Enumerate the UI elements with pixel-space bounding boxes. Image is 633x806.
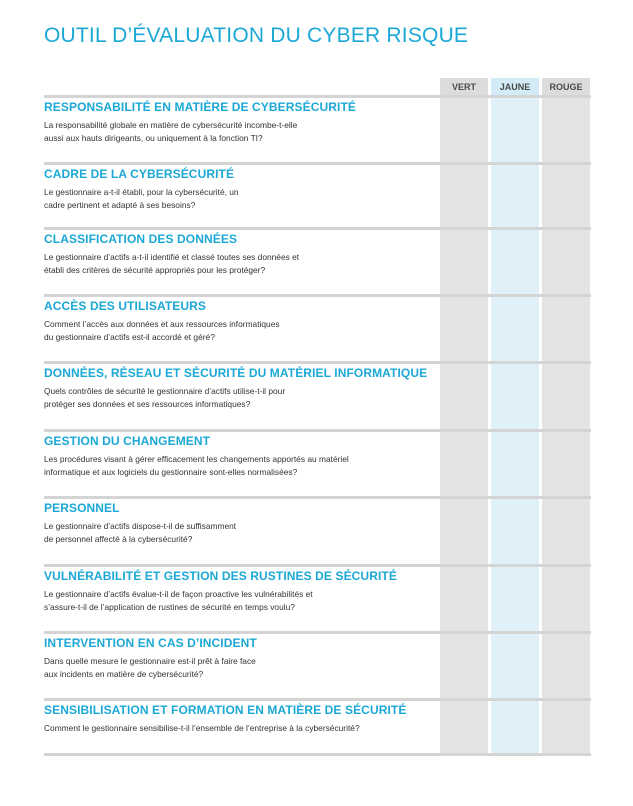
table-row — [44, 496, 591, 564]
rating-cell-jaune[interactable] — [491, 297, 539, 361]
row-question: Dans quelle mesure le gestionnaire est-il prêt à faire face aux incidents en matière de cybersécurité? — [44, 656, 256, 679]
row-question: Le gestionnaire d’actifs dispose-t-il de suffisamment de personnel affecté à la cybersécurité? — [44, 521, 237, 544]
column-header-rouge: ROUGE — [542, 78, 590, 95]
column-header-jaune: JAUNE — [491, 78, 539, 95]
row-title: GESTION DU CHANGEMENT — [44, 434, 211, 448]
row-question: Le gestionnaire a-t-il établi, pour la cybersécurité, un cadre pertinent et adapté à ses besoins? — [44, 187, 239, 210]
rating-cell-vert[interactable] — [440, 165, 488, 227]
rating-cell-rouge[interactable] — [542, 364, 590, 429]
rating-cell-vert[interactable] — [440, 634, 488, 698]
table-row — [44, 361, 591, 429]
table-row — [44, 564, 591, 631]
row-question: Les procédures visant à gérer efficacement les changements apportés au matériel informatique et aux logiciels du gestionnaire sont-elles normalisées? — [44, 454, 349, 477]
row-title: RESPONSABILITÉ EN MATIÈRE DE CYBERSÉCURITÉ — [44, 100, 357, 114]
rating-cell-jaune[interactable] — [491, 432, 539, 496]
rating-cell-vert[interactable] — [440, 364, 488, 429]
row-title: CADRE DE LA CYBERSÉCURITÉ — [44, 167, 235, 181]
row-title: INTERVENTION EN CAS D’INCIDENT — [44, 636, 257, 650]
rating-cell-rouge[interactable] — [542, 567, 590, 631]
row-title: ACCÈS DES UTILISATEURS — [44, 299, 206, 313]
rating-cell-vert[interactable] — [440, 567, 488, 631]
table-bottom-divider — [44, 753, 591, 756]
rating-cell-rouge[interactable] — [542, 499, 590, 564]
rating-cell-rouge[interactable] — [542, 701, 590, 754]
table-row — [44, 294, 591, 361]
row-title: VULNÉRABILITÉ ET GESTION DES RUSTINES DE SÉCURITÉ — [44, 569, 397, 583]
rating-cell-rouge[interactable] — [542, 98, 590, 162]
rating-cell-jaune[interactable] — [491, 98, 539, 162]
row-question: La responsabilité globale en matière de cybersécurité incombe-t-elle aussi aux hauts dirigeants, ou uniquement à la fonction TI? — [44, 120, 298, 143]
row-title: SENSIBILISATION ET FORMATION EN MATIÈRE DE SÉCURITÉ — [44, 703, 407, 717]
row-title: CLASSIFICATION DES DONNÉES — [44, 232, 238, 246]
rating-cell-vert[interactable] — [440, 701, 488, 754]
row-question: Quels contrôles de sécurité le gestionnaire d’actifs utilise-t-il pour protéger ses données et ses ressources informatiques? — [44, 386, 286, 409]
page-title: OUTIL D’ÉVALUATION DU CYBER RISQUE — [44, 24, 469, 47]
rating-cell-jaune[interactable] — [491, 701, 539, 754]
rating-cell-vert[interactable] — [440, 297, 488, 361]
rating-cell-jaune[interactable] — [491, 499, 539, 564]
rating-header — [440, 78, 590, 95]
table-row — [44, 698, 591, 754]
rating-cell-rouge[interactable] — [542, 432, 590, 496]
assessment-table — [44, 95, 591, 754]
rating-cell-jaune[interactable] — [491, 165, 539, 227]
row-question: Le gestionnaire d’actifs évalue-t-il de façon proactive les vulnérabilités et s’assure-t-il de l’application de rustines de sécurité en temps voulu? — [44, 589, 313, 612]
rating-cell-rouge[interactable] — [542, 165, 590, 227]
table-row — [44, 95, 591, 162]
rating-cell-jaune[interactable] — [491, 567, 539, 631]
rating-cell-vert[interactable] — [440, 432, 488, 496]
table-row — [44, 162, 591, 227]
table-row — [44, 227, 591, 294]
row-question: Comment l’accès aux données et aux ressources informatiques du gestionnaire d’actifs est-il accordé et géré? — [44, 319, 280, 342]
rating-cell-vert[interactable] — [440, 230, 488, 294]
rating-cell-rouge[interactable] — [542, 230, 590, 294]
rating-cell-jaune[interactable] — [491, 230, 539, 294]
rating-cell-rouge[interactable] — [542, 634, 590, 698]
table-row — [44, 631, 591, 698]
row-question: Le gestionnaire d’actifs a-t-il identifié et classé toutes ses données et établi des critères de sécurité appropriés pour les protéger? — [44, 252, 300, 275]
row-title: DONNÉES, RÉSEAU ET SÉCURITÉ DU MATÉRIEL INFORMATIQUE — [44, 366, 428, 380]
table-row — [44, 429, 591, 496]
rating-cell-jaune[interactable] — [491, 634, 539, 698]
column-header-vert: VERT — [440, 78, 488, 95]
rating-cell-vert[interactable] — [440, 98, 488, 162]
rating-cell-rouge[interactable] — [542, 297, 590, 361]
rating-cell-jaune[interactable] — [491, 364, 539, 429]
row-question: Comment le gestionnaire sensibilise-t-il l’ensemble de l’entreprise à la cybersécurité? — [44, 723, 360, 733]
row-title: PERSONNEL — [44, 501, 120, 515]
rating-cell-vert[interactable] — [440, 499, 488, 564]
